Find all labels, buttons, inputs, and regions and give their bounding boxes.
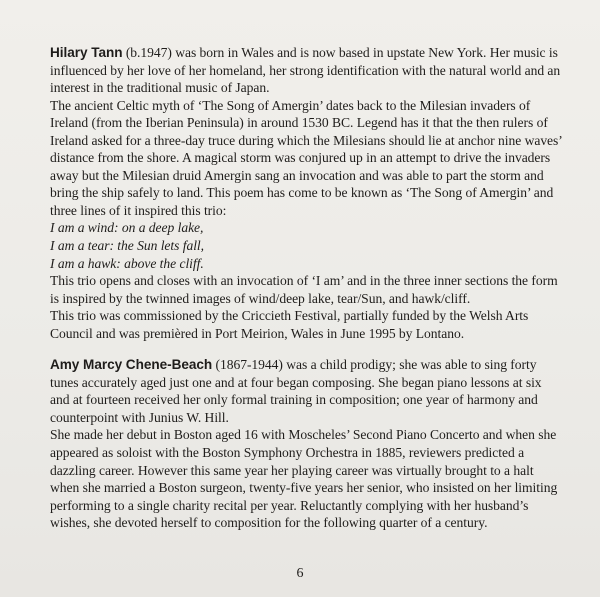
tann-intro-text: (b.1947) was born in Wales and is now based in upstate New York. Her music is influenced by her love of her homeland, her strong identification with the natural world and an interest in the traditional music of Japan. bbox=[50, 45, 561, 96]
composer-name-tann: Hilary Tann bbox=[50, 45, 123, 60]
beach-intro bbox=[50, 356, 564, 426]
beach-intro-text: (1867-1944) was a child prodigy; she was able to sing forty tunes accurately aged just one and at four began composing. She began piano lessons at six and at fourteen received her only formal training in composition; one year of harmony and counterpoint with Junius W. Hill. bbox=[50, 357, 542, 425]
verse-line-3: I am a hawk: above the cliff. bbox=[50, 255, 204, 271]
body-text bbox=[50, 44, 564, 532]
beach-career-paragraph: She made her debut in Boston aged 16 with Moscheles’ Second Piano Concerto and when she appeared as soloist with the Boston Symphony Orchestra in 1885, reviewers predicted a dazzling career. However this same year her playing career was virtually brought to a halt when she married a Boston surgeon, twenty-five years her senior, who insisted on her limiting performing to a single charity recital per year. Reluctantly complying with her husband’s wishes, she devoted herself to composition for the following quarter of a century. bbox=[50, 427, 558, 531]
page-number: 6 bbox=[296, 566, 304, 581]
tann-myth-paragraph: The ancient Celtic myth of ‘The Song of Amergin’ dates back to the Milesian invaders of Ireland (from the Iberian Peninsula) in around 1530 BC. Legend has it that the then rulers of Ireland asked for a three-day truce during which the Milesians should lie at anchor nine waves’ distance from the shore. A magical storm was conjured up in an attempt to drive the invaders away but the Milesian druid Amergin sang an invocation and was able to part the storm and bring the ship safely to land. This poem has come to be known as ‘The Song of Amergin’ and three lines of it inspired this trio: bbox=[50, 97, 562, 218]
section-gap bbox=[50, 342, 564, 356]
composer-name-beach: Amy Marcy Chene-Beach bbox=[50, 357, 213, 373]
verse-line-2: I am a tear: the Sun lets fall, bbox=[50, 238, 205, 254]
tann-structure-paragraph: This trio opens and closes with an invocation of ‘I am’ and in the three inner sections the form is inspired by the twinned images of wind/deep lake, tear/Sun, and hawk/cliff. bbox=[50, 273, 558, 306]
tann-intro bbox=[50, 44, 564, 97]
tann-commission-paragraph: This trio was commissioned by the Criccieth Festival, partially funded by the Welsh Arts Council and was premièred in Port Meirion, Wales in June 1995 by Lontano. bbox=[50, 308, 529, 341]
verse-line-1: I am a wind: on a deep lake, bbox=[50, 220, 204, 236]
